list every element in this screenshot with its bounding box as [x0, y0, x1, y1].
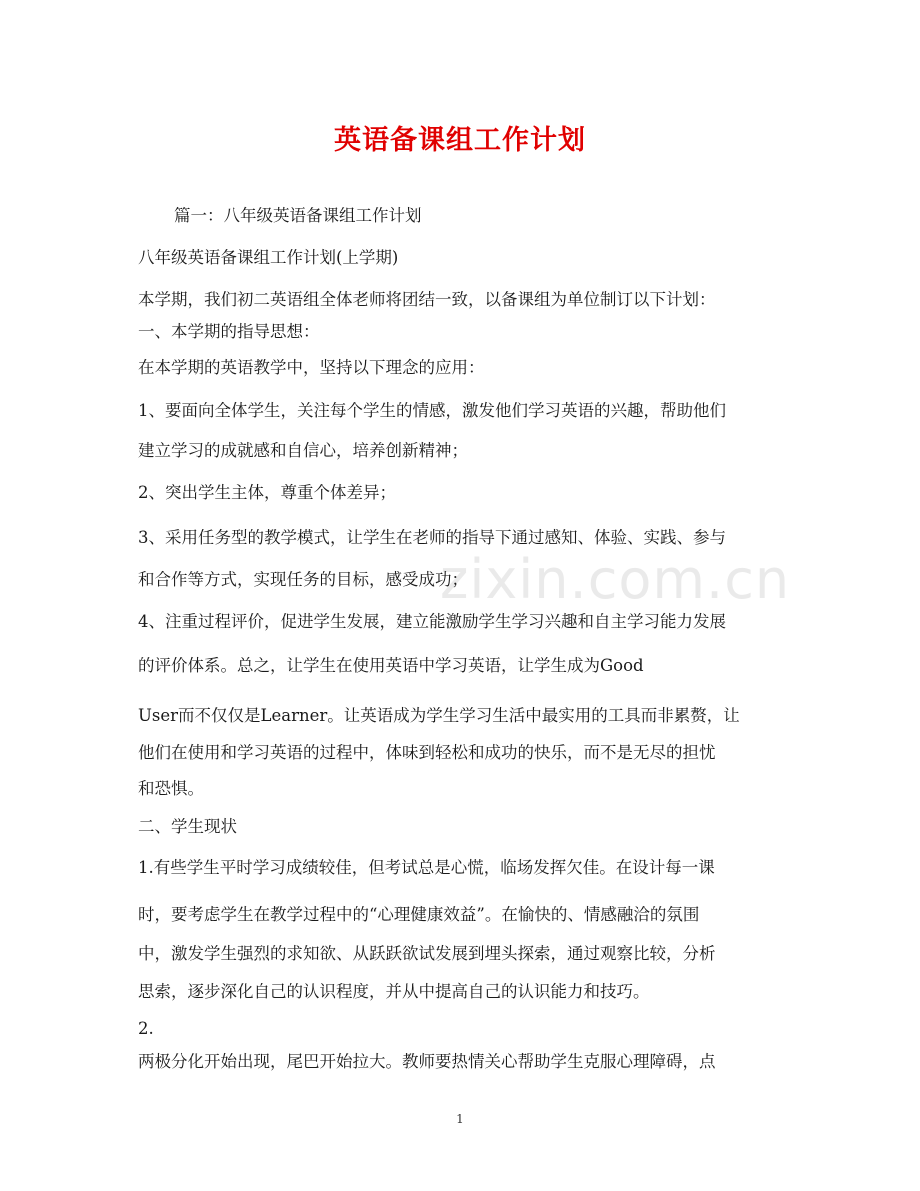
- paragraph-line: 本学期，我们初二英语组全体老师将团结一致，以备课组为单位制订以下计划：: [138, 290, 716, 309]
- paragraph-line: 思索，逐步深化自己的认识程度，并从中提高自己的认识能力和技巧。: [138, 982, 650, 1001]
- paragraph-line: User而不仅仅是Learner。让英语成为学生学习生活中最实用的工具而非累赘，让: [138, 706, 740, 725]
- paragraph-line: 二、学生现状: [138, 817, 237, 836]
- paragraph-line: 时，要考虑学生在教学过程中的“心理健康效益”。在愉快的、情感融洽的氛围: [138, 905, 700, 924]
- watermark: zixin.com.cn: [440, 548, 791, 611]
- document-title: 英语备课组工作计划: [334, 125, 586, 156]
- paragraph-line: 1、要面向全体学生，关注每个学生的情感，激发他们学习英语的兴趣，帮助他们: [138, 401, 726, 420]
- paragraph-line: 的评价体系。总之，让学生在使用英语中学习英语，让学生成为Good: [138, 656, 644, 675]
- paragraph-line: 建立学习的成就感和自信心，培养创新精神；: [138, 441, 468, 460]
- paragraph-line: 中，激发学生强烈的求知欲、从跃跃欲试发展到埋头探索，通过观察比较，分析: [138, 944, 716, 963]
- section-heading: 篇一：八年级英语备课组工作计划: [174, 206, 422, 225]
- paragraph-line: 1.有些学生平时学习成绩较佳，但考试总是心慌，临场发挥欠佳。在设计每一课: [138, 858, 715, 877]
- paragraph-line: 2.: [138, 1019, 154, 1038]
- paragraph-line: 4、注重过程评价，促进学生发展，建立能激励学生学习兴趣和自主学习能力发展: [138, 612, 726, 631]
- paragraph-line: 一、本学期的指导思想：: [138, 322, 320, 341]
- page-number: 1: [456, 1112, 464, 1126]
- paragraph-line: 2、突出学生主体，尊重个体差异；: [138, 483, 396, 502]
- paragraph-line: 他们在使用和学习英语的过程中，体味到轻松和成功的快乐，而不是无尽的担忧: [138, 743, 716, 762]
- paragraph-line: 在本学期的英语教学中，坚持以下理念的应用：: [138, 358, 485, 377]
- paragraph-line: 和恐惧。: [138, 779, 204, 798]
- paragraph-line: 两极分化开始出现，尾巴开始拉大。教师要热情关心帮助学生克服心理障碍，点: [138, 1052, 716, 1071]
- paragraph-line: 八年级英语备课组工作计划(上学期): [138, 248, 399, 267]
- paragraph-line: 和合作等方式，实现任务的目标，感受成功；: [138, 570, 468, 589]
- paragraph-line: 3、采用任务型的教学模式，让学生在老师的指导下通过感知、体验、实践、参与: [138, 528, 726, 547]
